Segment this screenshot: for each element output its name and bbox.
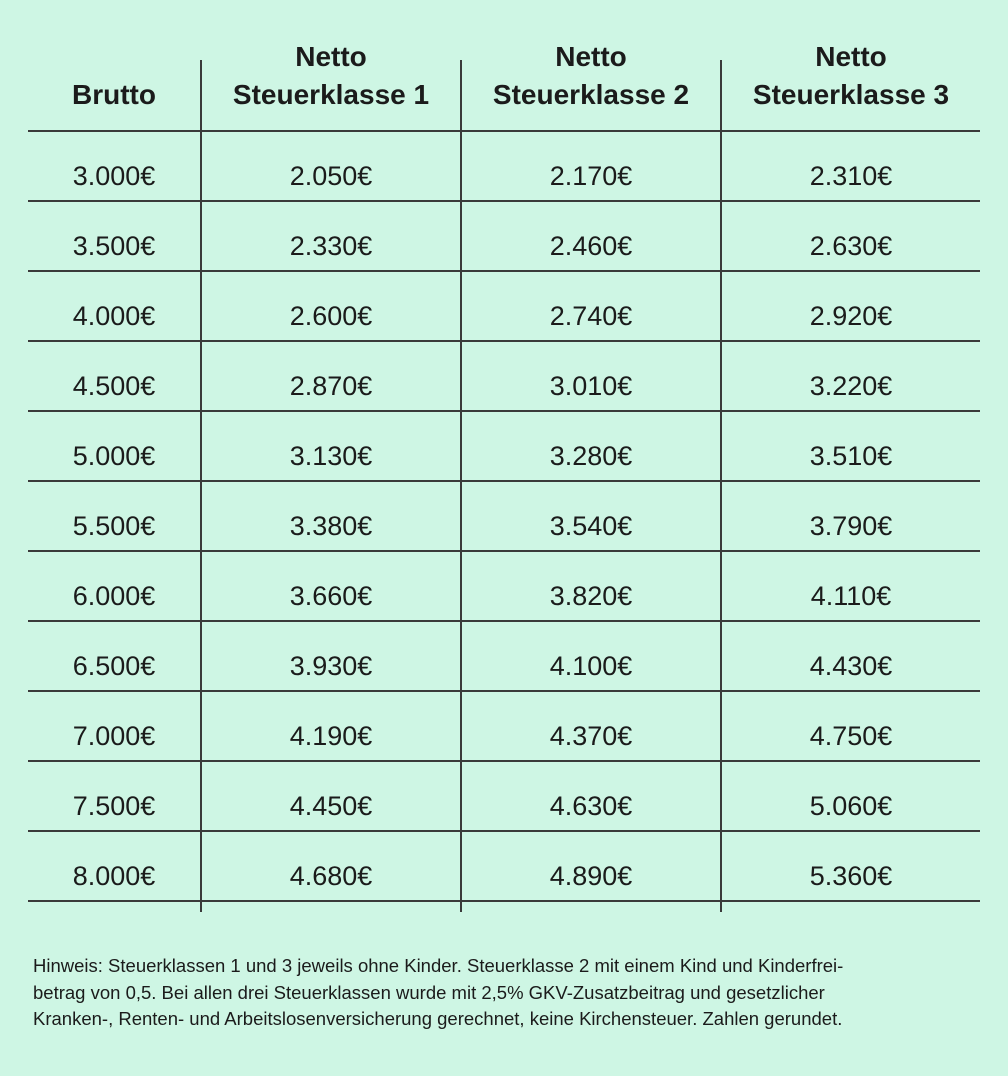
cell-brutto: 5.000€: [72, 441, 156, 471]
cell-netto-sk1: 3.380€: [289, 511, 373, 541]
table-row: [28, 622, 980, 692]
cell-brutto: 6.500€: [72, 651, 156, 681]
cell-netto-sk1: 4.190€: [289, 721, 373, 751]
header-label-top: Netto: [555, 41, 627, 72]
table-row: [28, 762, 980, 832]
cell-netto-sk2: 4.370€: [549, 721, 633, 751]
cell-netto-sk3: 4.430€: [809, 651, 893, 681]
cell-netto-sk2: 4.890€: [549, 861, 633, 891]
table-row: [28, 412, 980, 482]
table-row: [28, 482, 980, 552]
cell-netto-sk3: 4.750€: [809, 721, 893, 751]
table-header: [28, 0, 980, 132]
cell-brutto: 5.500€: [72, 511, 156, 541]
table-row: [28, 832, 980, 902]
cell-netto-sk1: 2.050€: [289, 161, 373, 191]
table-row: [28, 342, 980, 412]
cell-netto-sk3: 3.510€: [809, 441, 893, 471]
header-label: Brutto: [72, 79, 156, 110]
cell-netto-sk3: 4.110€: [810, 581, 892, 611]
table-row: [28, 552, 980, 622]
cell-netto-sk3: 5.360€: [809, 861, 893, 891]
footnote-line: Hinweis: Steuerklassen 1 und 3 jeweils ohne Kinder. Steuerklasse 2 mit einem Kind und Kinderfrei-: [33, 955, 844, 976]
cell-netto-sk2: 2.170€: [549, 161, 633, 191]
cell-netto-sk2: 4.100€: [549, 651, 633, 681]
header-netto-sk2: [462, 38, 720, 114]
cell-netto-sk2: 3.280€: [549, 441, 633, 471]
header-label-bottom: Steuerklasse 1: [232, 79, 430, 110]
cell-brutto: 6.000€: [72, 581, 156, 611]
cell-netto-sk1: 3.930€: [289, 651, 373, 681]
header-label-top: Netto: [295, 41, 367, 72]
footnote: [33, 953, 978, 1033]
table-row: [28, 272, 980, 342]
cell-netto-sk3: 2.310€: [809, 161, 893, 191]
cell-brutto: 7.000€: [72, 721, 156, 751]
cell-netto-sk3: 2.630€: [809, 231, 893, 261]
cell-netto-sk2: 3.010€: [549, 371, 633, 401]
cell-netto-sk1: 3.660€: [289, 581, 373, 611]
footnote-line: betrag von 0,5. Bei allen drei Steuerklassen wurde mit 2,5% GKV-Zusatzbeitrag und gesetzlicher: [33, 981, 825, 1003]
table-row: [28, 692, 980, 762]
header-label-bottom: Steuerklasse 2: [492, 79, 690, 110]
cell-netto-sk1: 4.450€: [289, 791, 373, 821]
cell-netto-sk3: 2.920€: [809, 301, 893, 331]
footnote-line: Kranken-, Renten- und Arbeitslosenversicherung gerechnet, keine Kirchensteuer. Zahlen gerundet.: [33, 1008, 843, 1029]
cell-netto-sk1: 4.680€: [289, 861, 373, 891]
cell-brutto: 3.500€: [72, 231, 156, 261]
cell-netto-sk2: 3.540€: [549, 511, 633, 541]
header-brutto: [28, 76, 200, 114]
cell-netto-sk3: 3.220€: [809, 371, 893, 401]
header-netto-sk3: [722, 38, 980, 114]
header-netto-sk1: [202, 38, 460, 114]
table-row: [28, 202, 980, 272]
cell-brutto: 4.500€: [72, 371, 156, 401]
header-label-bottom: Steuerklasse 3: [752, 79, 950, 110]
cell-netto-sk1: 2.600€: [289, 301, 373, 331]
table-row: [28, 132, 980, 202]
cell-brutto: 3.000€: [72, 161, 156, 191]
cell-brutto: 7.500€: [72, 791, 156, 821]
cell-netto-sk3: 3.790€: [809, 511, 893, 541]
cell-netto-sk2: 4.630€: [549, 791, 633, 821]
cell-netto-sk2: 2.460€: [549, 231, 633, 261]
cell-netto-sk2: 2.740€: [549, 301, 633, 331]
cell-netto-sk1: 3.130€: [289, 441, 373, 471]
cell-netto-sk3: 5.060€: [809, 791, 893, 821]
cell-netto-sk2: 3.820€: [549, 581, 633, 611]
cell-netto-sk1: 2.870€: [289, 371, 373, 401]
header-label-top: Netto: [815, 41, 887, 72]
cell-netto-sk1: 2.330€: [289, 231, 373, 261]
cell-brutto: 8.000€: [72, 861, 156, 891]
cell-brutto: 4.000€: [72, 301, 156, 331]
